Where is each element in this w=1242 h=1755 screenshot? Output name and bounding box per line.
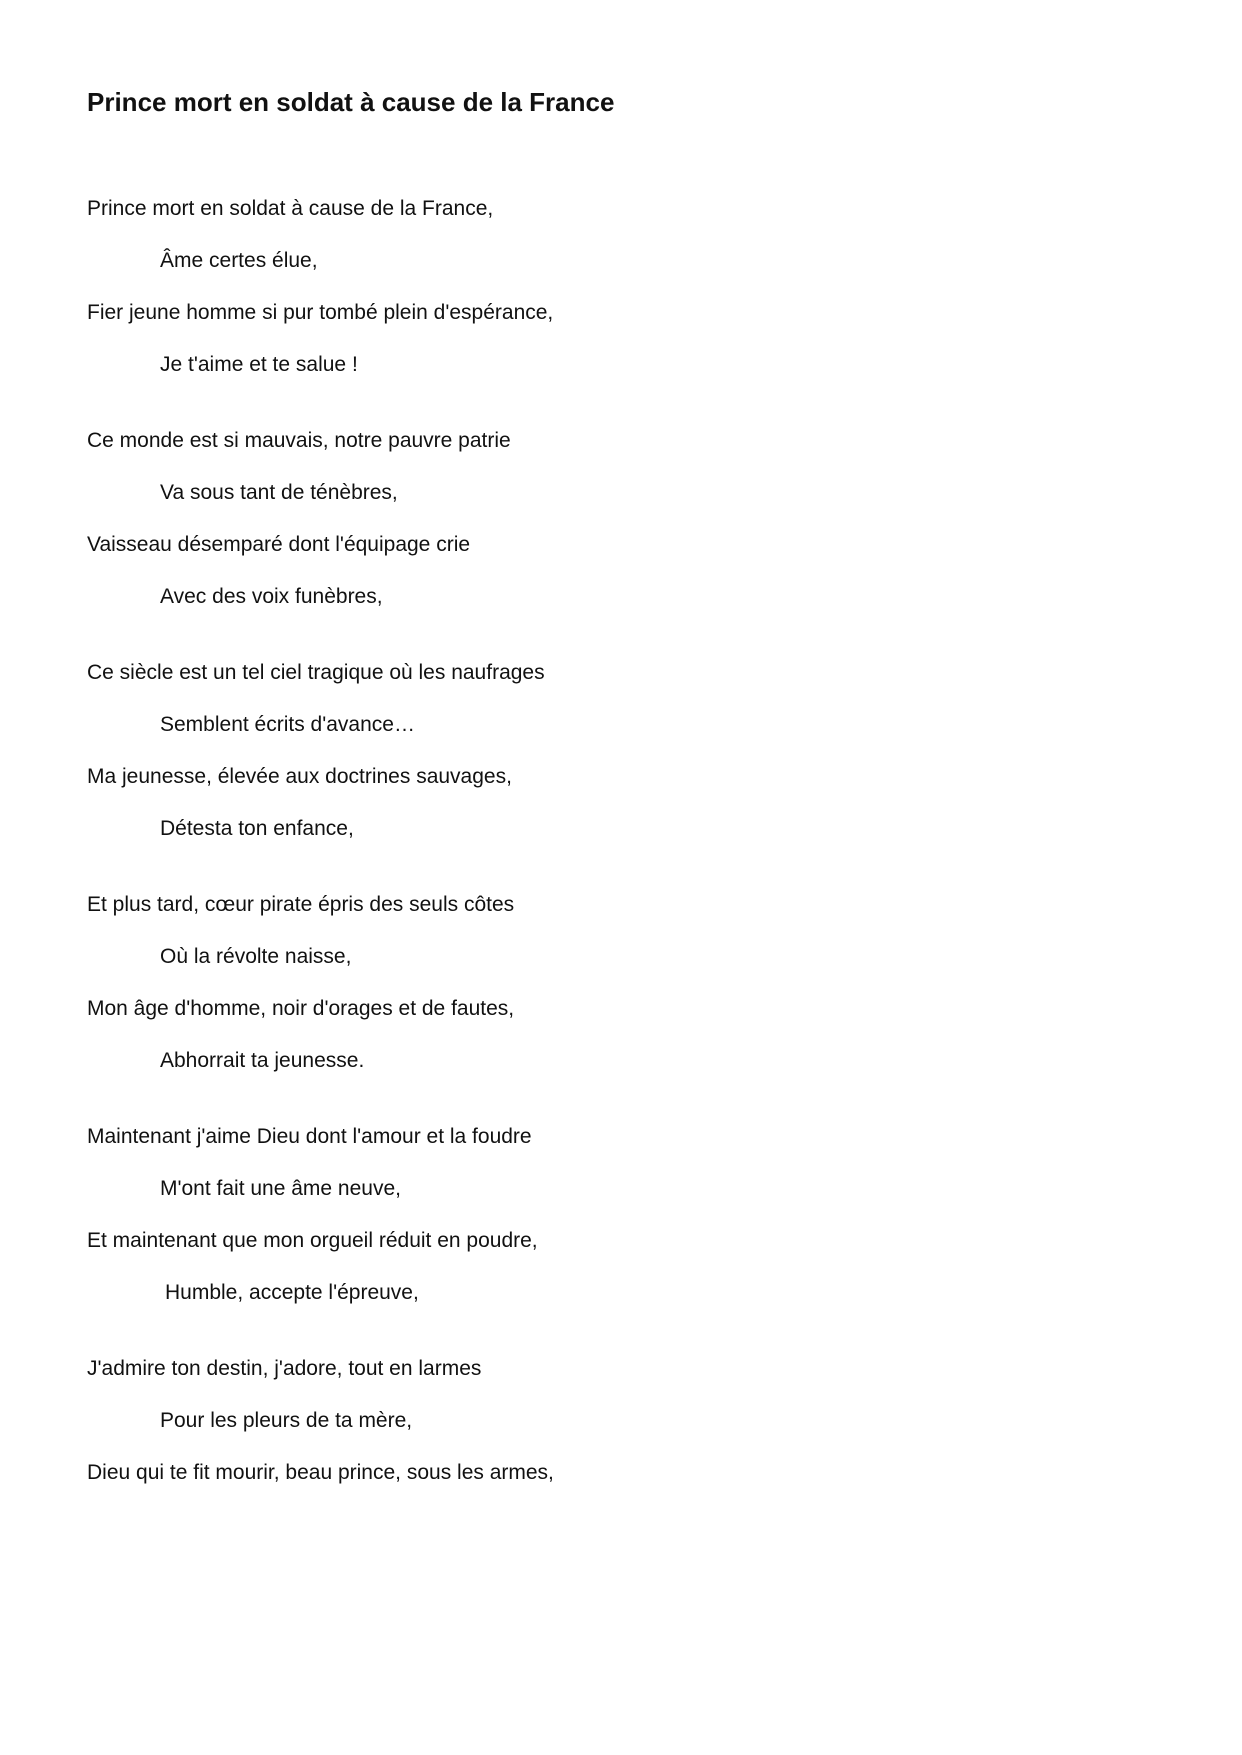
verse-line-indented: Détesta ton enfance, xyxy=(160,817,354,840)
verse-line-indented: Où la révolte naisse, xyxy=(160,945,352,968)
stanza-4 xyxy=(87,892,1187,1074)
poem-body xyxy=(87,196,1187,1536)
verse-line: Ma jeunesse, élevée aux doctrines sauvages, xyxy=(87,765,512,788)
verse-line: Et maintenant que mon orgueil réduit en poudre, xyxy=(87,1229,538,1252)
verse-line-indented: Je t'aime et te salue ! xyxy=(160,353,358,376)
verse-line: Ce monde est si mauvais, notre pauvre patrie xyxy=(87,429,511,452)
stanza-1 xyxy=(87,196,1187,378)
verse-line: Fier jeune homme si pur tombé plein d'espérance, xyxy=(87,301,554,324)
verse-line-indented: Avec des voix funèbres, xyxy=(160,585,383,608)
verse-line: Vaisseau désemparé dont l'équipage crie xyxy=(87,533,471,556)
verse-line: Prince mort en soldat à cause de la France, xyxy=(87,197,494,220)
stanza-3 xyxy=(87,660,1187,842)
poem-title: Prince mort en soldat à cause de la France xyxy=(87,87,615,117)
verse-line: Et plus tard, cœur pirate épris des seuls côtes xyxy=(87,893,515,916)
verse-line-indented: Pour les pleurs de ta mère, xyxy=(160,1409,413,1432)
verse-line-indented: Va sous tant de ténèbres, xyxy=(160,481,398,504)
verse-line: Ce siècle est un tel ciel tragique où les naufrages xyxy=(87,661,545,684)
stanza-2 xyxy=(87,428,1187,610)
verse-line: Mon âge d'homme, noir d'orages et de fautes, xyxy=(87,997,515,1020)
stanza-5 xyxy=(87,1124,1187,1306)
verse-line-indented: Âme certes élue, xyxy=(160,249,318,272)
verse-line-indented: Semblent écrits d'avance… xyxy=(160,713,415,736)
verse-line-indented: Abhorrait ta jeunesse. xyxy=(160,1049,365,1072)
stanza-6 xyxy=(87,1356,1187,1486)
verse-line-indented: Humble, accepte l'épreuve, xyxy=(165,1281,419,1304)
verse-line: J'admire ton destin, j'adore, tout en larmes xyxy=(87,1357,482,1380)
verse-line-indented: M'ont fait une âme neuve, xyxy=(160,1177,401,1200)
verse-line: Maintenant j'aime Dieu dont l'amour et la foudre xyxy=(87,1125,532,1148)
verse-line: Dieu qui te fit mourir, beau prince, sous les armes, xyxy=(87,1461,554,1484)
